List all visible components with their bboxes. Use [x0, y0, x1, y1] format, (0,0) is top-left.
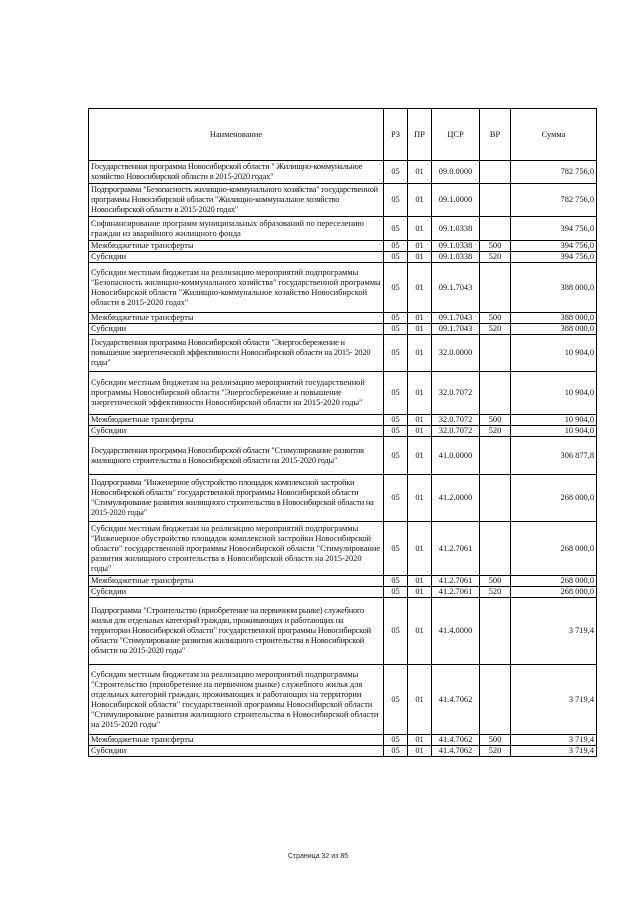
cell-sum: 3 719,4: [511, 665, 597, 735]
cell-name: Субсидии: [89, 746, 384, 757]
cell-name: Подпрограмма "Безопасность жилищно-коммунального хозяйства" государственной программы Новосибирской области "Жилищно-коммунальное хозяйство Новосибирской области в 2015-2020 годах": [89, 184, 384, 217]
cell-sum: 268 000,0: [511, 475, 597, 522]
cell-sum: 3 719,4: [511, 735, 597, 746]
cell-name: Субсидии местным бюджетам на реализацию мероприятий подпрограммы "Безопасность жилищно-коммунального хозяйства" государственной программы Новосибирской области "Жилищно-коммунальное хозяйство Новосибирской области в 2015-2020 годах": [89, 263, 384, 313]
cell-pr: 01: [408, 217, 432, 241]
cell-pr: 01: [408, 313, 432, 324]
table-row: [89, 475, 597, 522]
cell-pr: 01: [408, 746, 432, 757]
cell-csr: 41.2.7061: [432, 576, 480, 587]
cell-pr: 01: [408, 735, 432, 746]
cell-pr: 01: [408, 475, 432, 522]
cell-rz: 05: [384, 665, 408, 735]
cell-sum: 10 904,0: [511, 372, 597, 415]
cell-name: Межбюджетные трансферты: [89, 576, 384, 587]
cell-vr: 520: [480, 426, 511, 437]
table-row: [89, 746, 597, 757]
cell-csr: 41.2.7061: [432, 522, 480, 576]
cell-sum: 394 756,0: [511, 241, 597, 252]
table-header: [89, 109, 597, 161]
table-row: [89, 241, 597, 252]
table-body: [89, 161, 597, 757]
cell-csr: 41.2.0000: [432, 475, 480, 522]
cell-csr: 09.1.7043: [432, 324, 480, 335]
cell-rz: 05: [384, 437, 408, 475]
cell-name: Подпрограмма "Инженерное обустройство площадок комплексной застройки Новосибирской области" государственной программы Новосибирской области "Стимулирование развития жилищного строительства в Новосибирской области на 2015-2020 годы": [89, 475, 384, 522]
cell-csr: 09.1.7043: [432, 313, 480, 324]
cell-csr: 09.1.0000: [432, 184, 480, 217]
cell-rz: 05: [384, 415, 408, 426]
cell-sum: 10 904,0: [511, 426, 597, 437]
cell-name: Государственная программа Новосибирской области "Стимулирование развития жилищного строительства в Новосибирской области на 2015-2020 годы": [89, 437, 384, 475]
cell-vr: [480, 263, 511, 313]
cell-name: Межбюджетные трансферты: [89, 241, 384, 252]
cell-rz: 05: [384, 746, 408, 757]
cell-pr: 01: [408, 587, 432, 598]
cell-csr: 41.4.7062: [432, 665, 480, 735]
cell-vr: 500: [480, 576, 511, 587]
cell-rz: 05: [384, 598, 408, 665]
table-row: [89, 437, 597, 475]
cell-name: Межбюджетные трансферты: [89, 415, 384, 426]
cell-rz: 05: [384, 475, 408, 522]
cell-vr: 520: [480, 252, 511, 263]
cell-csr: 41.4.7062: [432, 735, 480, 746]
table-row: [89, 184, 597, 217]
cell-sum: 388 000,0: [511, 324, 597, 335]
cell-pr: 01: [408, 576, 432, 587]
cell-pr: 01: [408, 415, 432, 426]
cell-rz: 05: [384, 522, 408, 576]
cell-vr: [480, 475, 511, 522]
cell-csr: 09.1.0338: [432, 217, 480, 241]
table-row: [89, 576, 597, 587]
cell-csr: 09.0.0000: [432, 161, 480, 184]
header-name: Наименование: [89, 109, 384, 161]
cell-rz: 05: [384, 587, 408, 598]
cell-vr: 500: [480, 735, 511, 746]
cell-name: Межбюджетные трансферты: [89, 313, 384, 324]
cell-pr: 01: [408, 437, 432, 475]
cell-vr: [480, 437, 511, 475]
table-row: [89, 263, 597, 313]
page-number: Страница 32 из 85: [287, 853, 349, 860]
table-row: [89, 598, 597, 665]
cell-vr: [480, 522, 511, 576]
cell-pr: 01: [408, 426, 432, 437]
table-row: [89, 252, 597, 263]
cell-name: Софинансирование программ муниципальных образований по переселению граждан из аварийного жилищного фонда: [89, 217, 384, 241]
cell-sum: 394 756,0: [511, 252, 597, 263]
cell-pr: 01: [408, 665, 432, 735]
cell-name: Субсидии местным бюджетам на реализацию мероприятий подпрограммы "Строительство (приобретение на первичном рынке) служебного жилья для отдельных категорий граждан, проживающих и работающих на территории Новосибирской области" государственной программы Новосибирской области "Стимулирование развития жилищного строительства в Новосибирской области на 2015-2020 годы": [89, 665, 384, 735]
cell-csr: 09.1.0338: [432, 252, 480, 263]
cell-pr: 01: [408, 522, 432, 576]
cell-rz: 05: [384, 161, 408, 184]
cell-csr: 09.1.7043: [432, 263, 480, 313]
cell-csr: 32.0.7072: [432, 372, 480, 415]
table-row: [89, 217, 597, 241]
cell-name: Субсидии: [89, 426, 384, 437]
cell-pr: 01: [408, 161, 432, 184]
cell-vr: [480, 335, 511, 372]
cell-sum: 268 000,0: [511, 522, 597, 576]
cell-rz: 05: [384, 184, 408, 217]
header-csr: ЦСР: [432, 109, 480, 161]
cell-rz: 05: [384, 426, 408, 437]
table-row: [89, 313, 597, 324]
cell-rz: 05: [384, 372, 408, 415]
cell-csr: 09.1.0338: [432, 241, 480, 252]
cell-sum: 10 904,0: [511, 415, 597, 426]
cell-name: Субсидии: [89, 252, 384, 263]
cell-name: Государственная программа Новосибирской области " Жилищно-коммунальное хозяйство Новосибирской области в 2015-2020 годах": [89, 161, 384, 184]
table-row: [89, 665, 597, 735]
cell-sum: 268 000,0: [511, 576, 597, 587]
table-row: [89, 426, 597, 437]
cell-pr: 01: [408, 252, 432, 263]
table-row: [89, 735, 597, 746]
header-row: [89, 109, 597, 161]
cell-rz: 05: [384, 735, 408, 746]
cell-name: Подпрограмма "Строительство (приобретение на первичном рынке) служебного жилья для отдельных категорий граждан, проживающих и работающих на территории Новосибирской области" государственной программы Новосибирской области "Стимулирование развития жилищного строительства в Новосибирской области на 2015-2020 годы": [89, 598, 384, 665]
cell-vr: [480, 217, 511, 241]
table-row: [89, 372, 597, 415]
header-vr: ВР: [480, 109, 511, 161]
cell-rz: 05: [384, 313, 408, 324]
cell-csr: 41.0.0000: [432, 437, 480, 475]
header-pr: ПР: [408, 109, 432, 161]
cell-sum: 388 000,0: [511, 313, 597, 324]
cell-csr: 32.0.0000: [432, 335, 480, 372]
cell-csr: 41.4.0000: [432, 598, 480, 665]
cell-sum: 306 877,8: [511, 437, 597, 475]
table-row: [89, 161, 597, 184]
cell-rz: 05: [384, 324, 408, 335]
cell-pr: 01: [408, 263, 432, 313]
table-row: [89, 415, 597, 426]
cell-vr: [480, 665, 511, 735]
table-row: [89, 335, 597, 372]
cell-sum: 3 719,4: [511, 598, 597, 665]
cell-pr: 01: [408, 324, 432, 335]
cell-rz: 05: [384, 252, 408, 263]
cell-csr: 41.4.7062: [432, 746, 480, 757]
budget-table: [88, 108, 597, 757]
cell-sum: 394 756,0: [511, 217, 597, 241]
cell-name: Субсидии местным бюджетам на реализацию мероприятий государственной программы Новосибирской области "Энергосбережение и повышение энергетической эффективности Новосибирской области на 2015-2020 годы": [89, 372, 384, 415]
cell-vr: [480, 184, 511, 217]
table-row: [89, 324, 597, 335]
header-sum: Сумма: [511, 109, 597, 161]
table-row: [89, 522, 597, 576]
cell-pr: 01: [408, 335, 432, 372]
cell-sum: 782 756,0: [511, 161, 597, 184]
cell-vr: 520: [480, 746, 511, 757]
cell-rz: 05: [384, 335, 408, 372]
cell-rz: 05: [384, 241, 408, 252]
cell-vr: 500: [480, 415, 511, 426]
cell-pr: 01: [408, 184, 432, 217]
cell-pr: 01: [408, 372, 432, 415]
cell-vr: 500: [480, 241, 511, 252]
cell-vr: [480, 598, 511, 665]
cell-csr: 32.0.7072: [432, 415, 480, 426]
cell-csr: 32.0.7072: [432, 426, 480, 437]
cell-sum: 268 000,0: [511, 587, 597, 598]
cell-vr: 520: [480, 324, 511, 335]
cell-vr: 520: [480, 587, 511, 598]
cell-name: Субсидии: [89, 324, 384, 335]
cell-csr: 41.2.7061: [432, 587, 480, 598]
cell-name: Межбюджетные трансферты: [89, 735, 384, 746]
header-rz: РЗ: [384, 109, 408, 161]
cell-name: Субсидии местным бюджетам на реализацию мероприятий подпрограммы "Инженерное обустройство площадок комплексной застройки Новосибирской области" государственной программы Новосибирской области "Стимулирование развития жилищного строительства в Новосибирской области на 2015-2020 годы": [89, 522, 384, 576]
cell-name: Государственная программа Новосибирской области "Энергосбережение и повышение энергетической эффективности Новосибирской области на 2015- 2020 годы": [89, 335, 384, 372]
cell-vr: [480, 161, 511, 184]
cell-vr: [480, 372, 511, 415]
cell-vr: 500: [480, 313, 511, 324]
cell-pr: 01: [408, 598, 432, 665]
cell-rz: 05: [384, 576, 408, 587]
cell-name: Субсидии: [89, 587, 384, 598]
cell-sum: 3 719,4: [511, 746, 597, 757]
cell-sum: 782 756,0: [511, 184, 597, 217]
cell-sum: 388 000,0: [511, 263, 597, 313]
cell-pr: 01: [408, 241, 432, 252]
table-row: [89, 587, 597, 598]
cell-sum: 10 904,0: [511, 335, 597, 372]
cell-rz: 05: [384, 217, 408, 241]
cell-rz: 05: [384, 263, 408, 313]
